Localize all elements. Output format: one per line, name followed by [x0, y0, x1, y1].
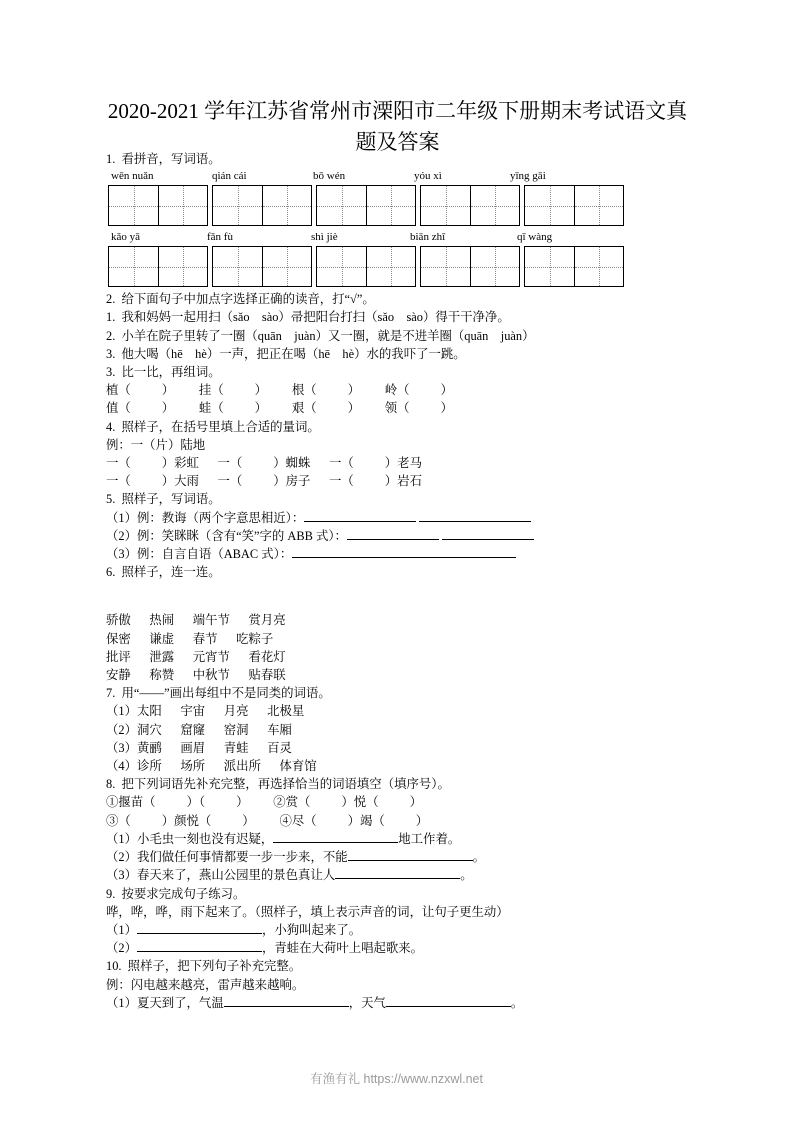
- grid-cell[interactable]: [213, 186, 262, 225]
- grid-cell[interactable]: [421, 186, 470, 225]
- question-7-item-4[interactable]: （4）诊所 场所 派出所 体育馆: [106, 759, 317, 774]
- question-2-item-2: 2. 小羊在院子里转了一圈（quān juàn）又一圈，就是不进羊圈（quān juàn）: [106, 328, 535, 343]
- writing-grid-box[interactable]: [212, 185, 312, 226]
- q1-row1-pinyin: [106, 168, 686, 185]
- question-6-gap: [106, 581, 686, 611]
- question-6-row-4[interactable]: 安静 称赞 中秋节 贴春联: [106, 668, 286, 683]
- pinyin-label: wēn nuǎn: [111, 170, 154, 183]
- grid-cell[interactable]: [525, 186, 574, 225]
- grid-cell[interactable]: [317, 186, 366, 225]
- grid-cell[interactable]: [262, 186, 311, 225]
- question-4-row-2: 一（ ）大雨 一（ ）房子 一（ ）岩石: [106, 474, 422, 489]
- question-6-heading: 6. 照样子，连一连。: [106, 565, 221, 580]
- question-8-row-2: ③（ ）颜悦（ ） ④尽（ ）竭（ ）: [106, 813, 429, 828]
- question-9-example: 哗，哗，哗，雨下起来了。（照样子，填上表示声音的词，让句子更生动）: [106, 904, 509, 919]
- question-2-item-3: 3. 他大喝（hē hè）一声，把正在喝（hē hè）水的我吓了一跳。: [106, 346, 466, 361]
- question-9-item-1: [106, 921, 686, 939]
- grid-cell[interactable]: [109, 247, 158, 286]
- grid-cell[interactable]: [421, 247, 470, 286]
- question-9-item-1-tail: ，小狗叫起来了。: [261, 922, 362, 937]
- q1-row2-pinyin: [106, 229, 686, 246]
- writing-grid-box[interactable]: [420, 246, 520, 287]
- footer-watermark: 有渔有礼 https://www.nzxwl.net: [310, 1072, 483, 1086]
- question-5-item-3-label: （3）例：自言自语（ABAC 式）：: [106, 547, 293, 562]
- question-9-item-2-tail: ，青蛙在大荷叶上唱起歌来。: [261, 941, 424, 956]
- question-8-fill-1-text: （1）小毛虫一刻也没有迟疑，: [106, 831, 274, 846]
- question-3-heading: 3. 比一比，再组词。: [106, 365, 221, 380]
- question-4-row-1: 一（ ）彩虹 一（ ）蜘蛛 一（ ）老马: [106, 456, 422, 471]
- grid-cell[interactable]: [158, 247, 207, 286]
- question-1-heading: 1. 看拼音，写词语。: [106, 152, 221, 166]
- answer-blank[interactable]: [386, 1006, 511, 1007]
- grid-cell[interactable]: [574, 247, 623, 286]
- question-4-heading: 4. 照样子，在括号里填上合适的量词。: [106, 419, 320, 434]
- pinyin-label: bō wén: [313, 170, 346, 183]
- answer-blank[interactable]: [137, 933, 262, 934]
- question-8-fill-3-text: （3）春天来了，燕山公园里的景色真让人: [106, 868, 336, 883]
- grid-cell[interactable]: [366, 186, 415, 225]
- question-8-fill-3: [106, 866, 686, 884]
- grid-cell[interactable]: [525, 247, 574, 286]
- grid-cell[interactable]: [574, 186, 623, 225]
- question-10-item-1-mid: ，天气: [348, 995, 386, 1010]
- pinyin-label: kǎo yā: [111, 231, 141, 244]
- writing-grid-box[interactable]: [316, 246, 416, 287]
- question-7-item-3[interactable]: （3）黄鹂 画眉 青蛙 百灵: [106, 740, 292, 755]
- pinyin-label: biān zhī: [410, 231, 446, 244]
- question-10-item-1-label: （1）夏天到了，气温: [106, 995, 224, 1010]
- grid-cell[interactable]: [470, 247, 519, 286]
- question-8-fill-2-text: （2）我们做任何事情都要一步一步来，不能: [106, 850, 348, 865]
- grid-cell[interactable]: [213, 247, 262, 286]
- q1-row2-grids: [106, 246, 686, 290]
- pinyin-label: shì jiè: [311, 231, 338, 244]
- pinyin-label: qián cái: [212, 170, 247, 183]
- answer-blank[interactable]: [137, 951, 262, 952]
- question-6-row-1[interactable]: 骄傲 热闹 端午节 赏月亮: [106, 613, 286, 628]
- question-7-heading: 7. 用“——”画出每组中不是同类的词语。: [106, 686, 331, 701]
- question-5-item-1-label: （1）例：教诲（两个字意思相近）：: [106, 510, 305, 525]
- question-8-fill-3-tail: 。: [460, 868, 473, 883]
- question-10-heading: 10. 照样子，把下列句子补充完整。: [106, 959, 302, 974]
- question-9-item-2-label: （2）: [106, 941, 137, 956]
- pinyin-label: qī wàng: [517, 231, 553, 244]
- answer-blank[interactable]: [292, 557, 404, 558]
- writing-grid-box[interactable]: [212, 246, 312, 287]
- question-8-fill-1: [106, 830, 686, 848]
- question-8-row-1: ①揠苗（ ）（ ） ②赏（ ）悦（ ）: [106, 795, 422, 810]
- question-10-item-1-tail: 。: [510, 995, 524, 1010]
- answer-blank[interactable]: [419, 521, 531, 522]
- question-7-item-1[interactable]: （1）太阳 宇宙 月亮 北极星: [106, 704, 305, 719]
- pinyin-label: fǎn fù: [207, 231, 233, 244]
- page-title: 2020-2021 学年江苏省常州市溧阳市二年级下册期末考试语文真题及答案: [107, 99, 688, 154]
- question-5-item-3: [106, 545, 686, 563]
- question-5-item-1: [106, 509, 686, 527]
- question-8-heading: 8. 把下列词语先补充完整，再选择恰当的词语填空（填序号）。: [106, 777, 450, 792]
- pinyin-label: yóu xì: [414, 170, 442, 183]
- question-6-row-2[interactable]: 保密 谦虚 春节 吃粽子: [106, 631, 274, 646]
- grid-cell[interactable]: [366, 247, 415, 286]
- grid-cell[interactable]: [158, 186, 207, 225]
- question-10-example: 例：闪电越来越亮，雷声越来越响。: [106, 977, 305, 992]
- question-5-item-2: [106, 527, 686, 545]
- answer-blank[interactable]: [273, 842, 398, 843]
- question-8-fill-2-tail: 。: [472, 850, 486, 865]
- grid-cell[interactable]: [470, 186, 519, 225]
- answer-blank[interactable]: [224, 1006, 349, 1007]
- grid-cell[interactable]: [109, 186, 158, 225]
- writing-grid-box[interactable]: [524, 246, 624, 287]
- writing-grid-box[interactable]: [420, 185, 520, 226]
- writing-grid-box[interactable]: [108, 246, 208, 287]
- question-2-item-1: 1. 我和妈妈一起用扫（sǎo sào）帚把阳台打扫（sǎo sào）得干干净净。: [106, 310, 510, 325]
- answer-blank[interactable]: [348, 860, 473, 861]
- answer-blank[interactable]: [442, 539, 534, 540]
- writing-grid-box[interactable]: [524, 185, 624, 226]
- question-9-heading: 9. 按要求完成句子练习。: [106, 886, 246, 901]
- question-3-row-1: 植（ ） 挂（ ） 根（ ） 岭（ ）: [106, 383, 453, 398]
- answer-blank[interactable]: [347, 539, 439, 540]
- q1-row1-grids: [106, 185, 686, 229]
- question-5-item-2-label: （2）例：笑眯眯（含有“笑”字的 ABB 式）：: [106, 528, 347, 543]
- question-8-fill-1-tail: 地工作着。: [398, 831, 461, 846]
- question-6-row-3[interactable]: 批评 泄露 元宵节 看花灯: [106, 649, 286, 664]
- question-9-item-2: [106, 939, 686, 957]
- question-7-item-2[interactable]: （2）洞穴 窟窿 窑洞 车厢: [106, 722, 292, 737]
- question-2-heading: 2. 给下面句子中加点字选择正确的读音，打“√”。: [106, 292, 375, 307]
- question-9-item-1-label: （1）: [106, 922, 137, 937]
- writing-grid-box[interactable]: [108, 185, 208, 226]
- answer-blank[interactable]: [335, 878, 460, 879]
- pinyin-label: yīng gāi: [510, 170, 546, 183]
- answer-blank[interactable]: [304, 521, 416, 522]
- answer-blank[interactable]: [404, 557, 516, 558]
- question-4-example: 例：一（片）陆地: [106, 437, 206, 452]
- writing-grid-box[interactable]: [316, 185, 416, 226]
- question-8-fill-2: [106, 848, 686, 866]
- exam-content: [106, 150, 686, 1012]
- question-10-item-1: [106, 994, 686, 1012]
- grid-cell[interactable]: [317, 247, 366, 286]
- question-3-row-2: 值（ ） 蛙（ ） 艰（ ） 领（ ）: [106, 401, 453, 416]
- grid-cell[interactable]: [262, 247, 311, 286]
- question-5-heading: 5. 照样子，写词语。: [106, 492, 221, 507]
